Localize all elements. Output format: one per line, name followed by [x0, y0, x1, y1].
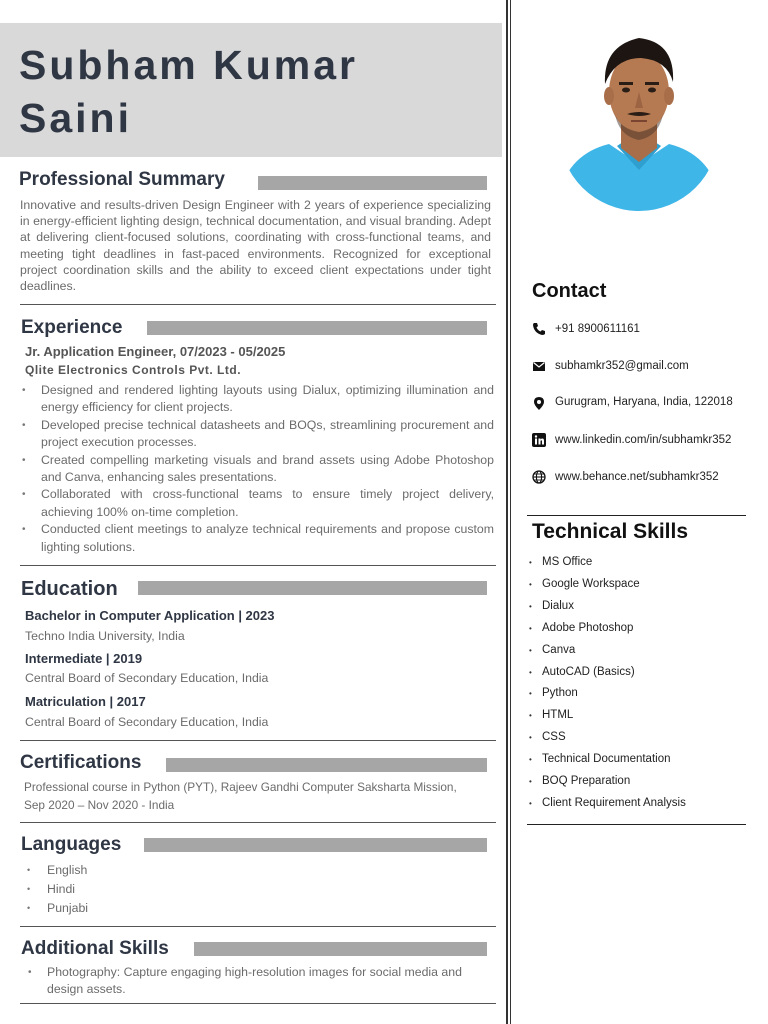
divider: [20, 304, 496, 305]
list-item: • Dialux: [528, 596, 686, 618]
globe-icon: [532, 470, 546, 484]
languages-heading-bar: [144, 838, 487, 852]
technical-skills-list: [528, 552, 686, 815]
education-degree: Intermediate | 2019: [25, 651, 143, 666]
list-item: • BOQ Preparation: [528, 771, 686, 793]
list-item: • Technical Documentation: [528, 749, 686, 771]
list-item: • Conducted client meetings to analyze technical requirements and propose custom lighting solutions.: [20, 521, 494, 556]
experience-heading: Experience: [21, 317, 123, 338]
experience-bullets: [20, 382, 494, 556]
list-item: • Adobe Photoshop: [528, 618, 686, 640]
company-name: Qlite Electronics Controls Pvt. Ltd.: [25, 363, 242, 377]
education-institution: Techno India University, India: [25, 629, 185, 643]
column-divider: [506, 0, 508, 1024]
summary-heading-bar: [258, 176, 487, 190]
location-text: Gurugram, Haryana, India, 122018: [555, 396, 733, 408]
email-address[interactable]: subhamkr352@gmail.com: [555, 360, 689, 372]
divider: [20, 822, 496, 823]
linkedin-icon: [532, 433, 546, 447]
experience-heading-bar: [147, 321, 487, 335]
divider: [20, 740, 496, 741]
list-item: • Photography: Capture engaging high-resolution images for social media and design assets.: [26, 964, 466, 999]
mail-icon: [532, 359, 546, 373]
education-degree: Bachelor in Computer Application | 2023: [25, 608, 275, 623]
name-line-2: Saini: [19, 95, 132, 141]
name-header: [0, 23, 502, 157]
summary-text: Innovative and results-driven Design Engineer with 2 years of experience specializing in energy-efficient lighting design, technical documentation, and visual branding. Adept at delivering client-focused solutions, coordinating with cross-functional teams, and meeting tight deadlines in fast-paced environments. Recognized for exceptional project coordination skills and the ability to exceed client expectations under tight deadlines.: [20, 198, 491, 294]
column-divider: [510, 0, 511, 1024]
divider: [20, 565, 496, 566]
phone-icon: [532, 322, 546, 336]
linkedin-link[interactable]: www.linkedin.com/in/subhamkr352: [555, 434, 732, 446]
technical-skills-heading: Technical Skills: [532, 520, 689, 543]
divider: [20, 926, 496, 927]
additional-skills-heading-bar: [194, 942, 487, 956]
list-item: • Developed precise technical datasheets and BOQs, streamlining procurement and project execution processes.: [20, 417, 494, 452]
job-title: Jr. Application Engineer, 07/2023 - 05/2025: [25, 344, 286, 359]
location-pin-icon: [532, 395, 546, 411]
list-item: • Designed and rendered lighting layouts using Dialux, optimizing illumination and energy efficiency for client projects.: [20, 382, 494, 417]
list-item: • English: [21, 861, 481, 880]
additional-skills-list: [26, 964, 466, 999]
list-item: • HTML: [528, 705, 686, 727]
list-item: • CSS: [528, 727, 686, 749]
list-item: • AutoCAD (Basics): [528, 662, 686, 684]
certification-line-2: Sep 2020 – Nov 2020 - India: [24, 798, 175, 812]
certifications-heading: Certifications: [20, 752, 142, 773]
list-item: • Google Workspace: [528, 574, 686, 596]
behance-link[interactable]: www.behance.net/subhamkr352: [555, 471, 719, 483]
summary-heading: Professional Summary: [19, 169, 225, 190]
list-item: • Collaborated with cross-functional teams to ensure timely project delivery, achieving 100% on-time completion.: [20, 486, 494, 521]
education-institution: Central Board of Secondary Education, India: [25, 715, 269, 729]
list-item: • Python: [528, 683, 686, 705]
languages-list: [21, 861, 481, 919]
additional-skills-heading: Additional Skills: [21, 938, 169, 959]
divider: [20, 1003, 496, 1004]
profile-photo: [559, 24, 719, 211]
certification-line-1: Professional course in Python (PYT), Rajeev Gandhi Computer Saksharta Mission,: [24, 780, 457, 794]
list-item: • MS Office: [528, 552, 686, 574]
education-heading-bar: [138, 581, 487, 595]
list-item: • Client Requirement Analysis: [528, 793, 686, 815]
education-institution: Central Board of Secondary Education, India: [25, 671, 269, 685]
education-degree: Matriculation | 2017: [25, 694, 146, 709]
phone-number: +91 8900611161: [555, 323, 640, 335]
contact-heading: Contact: [532, 280, 607, 302]
education-heading: Education: [21, 578, 118, 600]
name-line-1: Subham Kumar: [19, 42, 358, 88]
list-item: • Created compelling marketing visuals and brand assets using Adobe Photoshop and Canva, enhancing sales presentations.: [20, 452, 494, 487]
divider: [527, 824, 746, 825]
list-item: • Canva: [528, 640, 686, 662]
divider: [527, 515, 746, 516]
languages-heading: Languages: [21, 834, 122, 855]
certifications-heading-bar: [166, 758, 487, 772]
list-item: • Hindi: [21, 880, 481, 899]
list-item: • Punjabi: [21, 899, 481, 918]
